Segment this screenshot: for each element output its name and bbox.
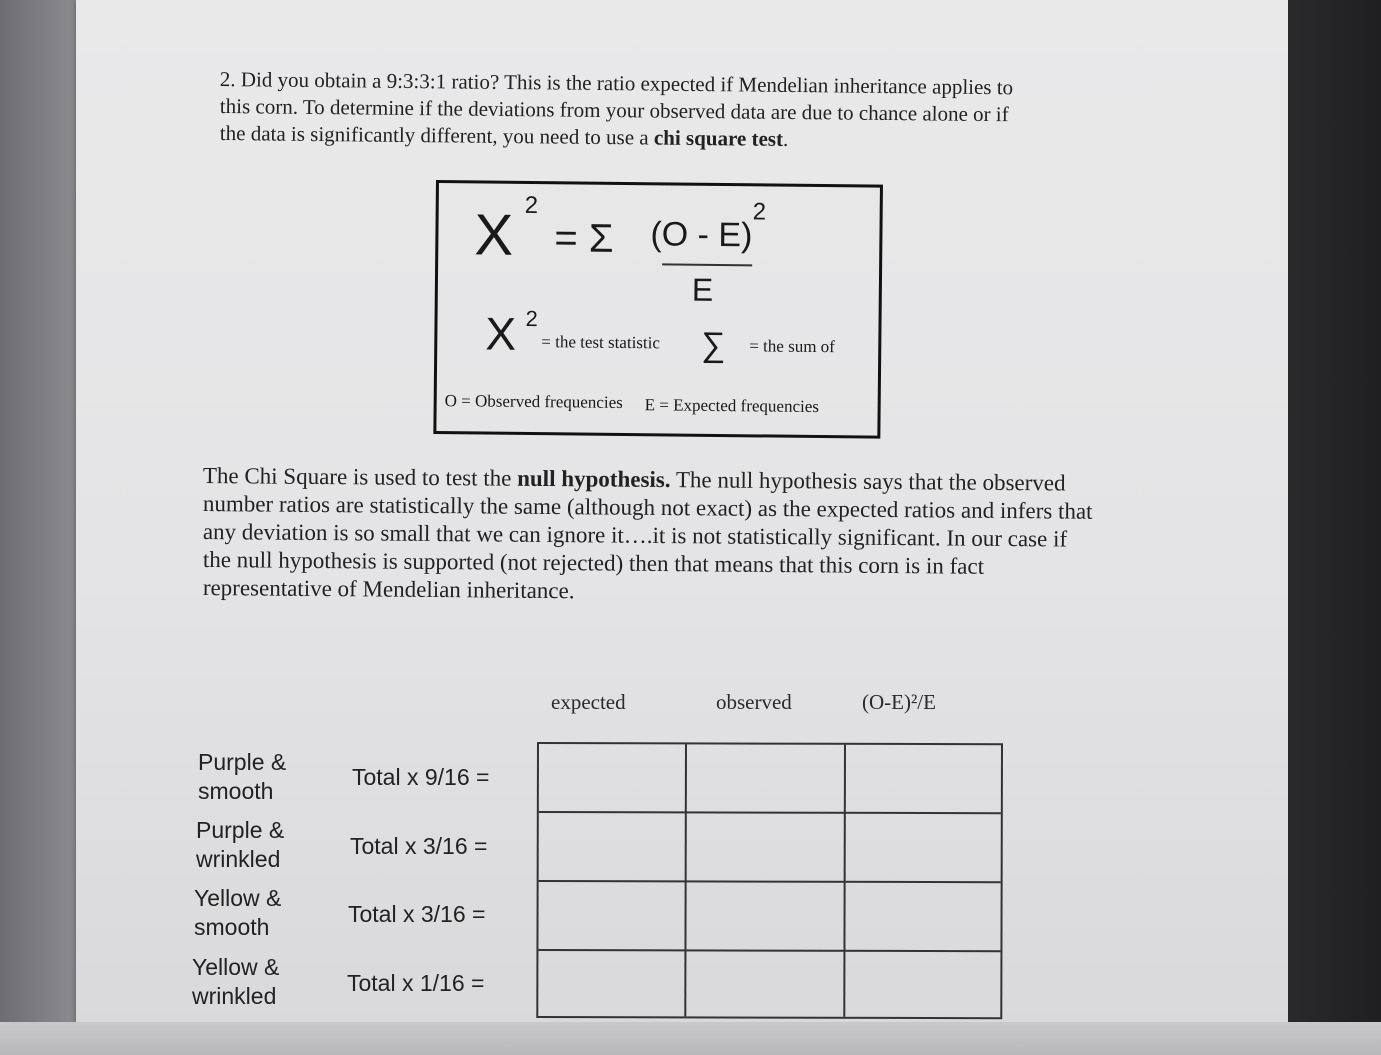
equals-sigma: = Σ <box>554 216 614 261</box>
legend-test-statistic: = the test statistic <box>541 332 661 353</box>
row-label-purple-smooth: Purple & smooth <box>198 749 287 804</box>
null-hypothesis-term: null hypothesis. <box>517 465 671 493</box>
chi-square-test-term: chi square test <box>653 125 784 151</box>
formula-denominator: E <box>691 271 714 308</box>
grid-row-divider-3 <box>538 949 1000 952</box>
chi-symbol: X <box>474 202 514 268</box>
legend-observed: O = Observed frequencies <box>444 391 623 412</box>
legend-chi-symbol: X <box>485 307 517 360</box>
row-formula-yellow-wrinkled: Total x 1/16 = <box>347 970 485 996</box>
header-expected: expected <box>551 690 626 714</box>
row-label-purple-wrinkled: Purple & wrinkled <box>196 817 285 872</box>
row-label-yellow-wrinkled: Yellow & wrinkled <box>192 954 280 1009</box>
paragraph-line-4: the null hypothesis is supported (not rejected) then that means that this corn is in fact <box>202 546 985 579</box>
row-label-yellow-smooth: Yellow & smooth <box>194 885 282 940</box>
paragraph-line-2: number ratios are statistically the same (although not exact) as the expected ratios and infers that <box>202 490 1093 524</box>
chi-square-formula-box <box>433 180 883 439</box>
screen-right-edge <box>1288 0 1381 1055</box>
paragraph-line-1-end: The null hypothesis says that the observed <box>670 467 1066 496</box>
paragraph-line-1-text: The Chi Square is used to test the <box>202 462 518 491</box>
formula-numerator: (O - E) <box>650 215 753 255</box>
legend-chi-exponent: 2 <box>525 305 538 332</box>
header-observed: observed <box>716 690 792 714</box>
screen-bottom-edge <box>0 1022 1381 1055</box>
header-chi-contribution: (O-E)²/E <box>862 690 936 714</box>
row-formula-purple-wrinkled: Total x 3/16 = <box>350 833 488 859</box>
question-line-3-end: . <box>782 126 789 151</box>
question-line-3-text: the data is significantly different, you need to use a <box>219 120 655 150</box>
row-formula-yellow-smooth: Total x 3/16 = <box>348 901 486 927</box>
question-line-2: this corn. To determine if the deviations from your observed data are due to chance alone or if <box>219 93 1009 127</box>
paragraph-line-5: representative of Mendelian inheritance. <box>202 574 575 604</box>
legend-sigma-symbol: ∑ <box>701 325 726 365</box>
legend-expected: E = Expected frequencies <box>644 395 820 417</box>
row-formula-purple-smooth: Total x 9/16 = <box>352 764 490 790</box>
numerator-exponent: 2 <box>752 198 767 226</box>
paragraph-line-3: any deviation is so small that we can ignore it….it is not statistically significant. In our case if <box>202 518 1068 552</box>
grid-row-divider-2 <box>539 880 1001 883</box>
screen-left-edge <box>0 0 76 1030</box>
answer-grid <box>536 742 1003 1019</box>
chi-exponent: 2 <box>524 191 539 220</box>
grid-row-divider-1 <box>539 811 1001 814</box>
fraction-bar <box>662 263 752 266</box>
question-line-1: 2. Did you obtain a 9:3:3:1 ratio? This is the ratio expected if Mendelian inheritance applies to <box>219 66 1014 100</box>
legend-sum-of: = the sum of <box>749 336 835 357</box>
